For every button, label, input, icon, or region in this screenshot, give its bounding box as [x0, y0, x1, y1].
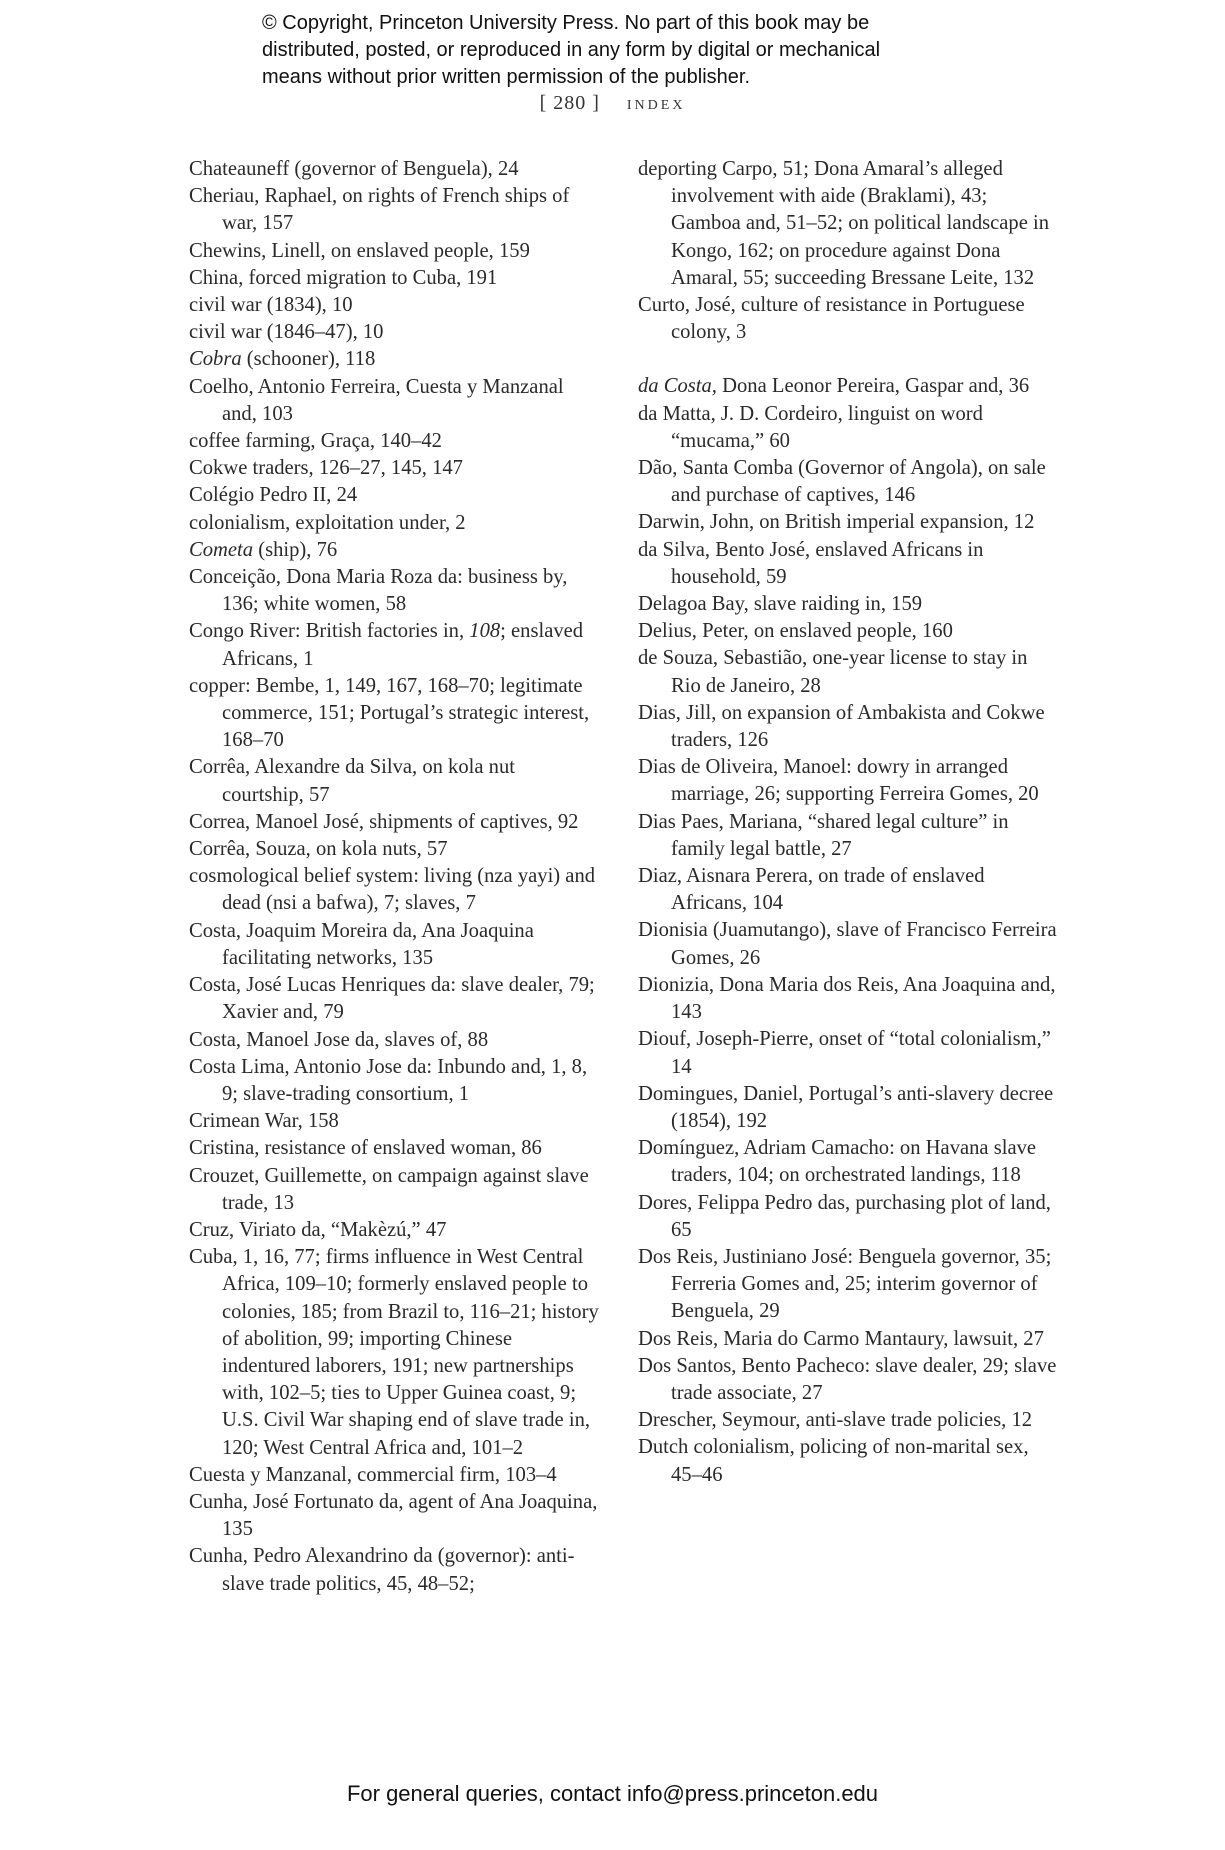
- index-group-d: [638, 373, 1058, 1488]
- index-entry: da Costa, Dona Leonor Pereira, Gaspar and, 36: [638, 375, 1030, 398]
- letter-group-gap: [638, 346, 1058, 373]
- index-entry: de Souza, Sebastião, one-year license to stay in Rio de Janeiro, 28: [638, 647, 1028, 697]
- index-entry: Dias Paes, Mariana, “shared legal culture” in family legal battle, 27: [638, 810, 1009, 860]
- copyright-line-2: distributed, posted, or reproduced in any form by digital or mechanical: [262, 39, 881, 61]
- index-entry: copper: Bembe, 1, 149, 167, 168–70; legitimate commerce, 151; Portugal’s strategic interest, 168–70: [189, 674, 590, 752]
- section-title: index: [626, 92, 686, 114]
- footer-contact: For general queries, contact info@press.princeton.edu: [346, 1781, 879, 1806]
- index-entry: Delagoa Bay, slave raiding in, 159: [638, 593, 923, 616]
- index-entry: Crimean War, 158: [189, 1110, 339, 1133]
- index-column-right: [638, 156, 1058, 1489]
- copyright-line-3: means without prior written permission of the publisher.: [262, 66, 751, 88]
- index-column-left: [189, 156, 599, 1598]
- index-entry: Chateauneff (governor of Benguela), 24: [189, 158, 519, 180]
- index-entry: Dionisia (Juamutango), slave of Francisco Ferreira Gomes, 26: [638, 919, 1057, 969]
- index-entry: deporting Carpo, 51; Dona Amaral’s alleged involvement with aide (Braklami), 43; Gamboa and, 51–52; on political landscape in Kongo, 162; on procedure against Dona Amaral, 55; succeeding Bressane Leite, 132: [638, 158, 1050, 289]
- index-entry: Dos Santos, Bento Pacheco: slave dealer, 29; slave trade associate, 27: [638, 1354, 1057, 1404]
- index-entry: da Matta, J. D. Cordeiro, linguist on word “mucama,” 60: [638, 402, 983, 452]
- index-entry: civil war (1834), 10: [189, 294, 353, 317]
- index-entry: da Silva, Bento José, enslaved Africans in household, 59: [638, 538, 984, 588]
- index-entry: civil war (1846–47), 10: [189, 321, 384, 344]
- index-entry: Congo River: British factories in, 108; enslaved Africans, 1: [189, 620, 584, 670]
- index-entry: Cruz, Viriato da, “Makèzú,” 47: [189, 1218, 447, 1241]
- index-entry: Costa, Joaquim Moreira da, Ana Joaquina facilitating networks, 135: [189, 919, 534, 969]
- index-entry: Diouf, Joseph-Pierre, onset of “total colonialism,” 14: [638, 1028, 1051, 1078]
- index-entry: Cristina, resistance of enslaved woman, 86: [189, 1137, 542, 1160]
- index-entry: Cokwe traders, 126–27, 145, 147: [189, 457, 463, 480]
- index-entry: Dutch colonialism, policing of non-marital sex, 45–46: [638, 1436, 1029, 1486]
- index-entry: Cometa (ship), 76: [189, 538, 338, 561]
- index-entry: Correa, Manoel José, shipments of captives, 92: [189, 810, 579, 833]
- index-entry: Diaz, Aisnara Perera, on trade of enslaved Africans, 104: [638, 865, 985, 915]
- index-entry: China, forced migration to Cuba, 191: [189, 266, 498, 289]
- index-entry: Dos Reis, Justiniano José: Benguela governor, 35; Ferreria Gomes and, 25; interim governor of Benguela, 29: [638, 1245, 1052, 1323]
- index-entry: Cunha, José Fortunato da, agent of Ana Joaquina, 135: [189, 1490, 598, 1541]
- index-entry: Drescher, Seymour, anti-slave trade policies, 12: [638, 1409, 1033, 1432]
- copyright-line-1: © Copyright, Princeton University Press. No part of this book may be: [262, 12, 870, 34]
- index-entry: Costa, José Lucas Henriques da: slave dealer, 79; Xavier and, 79: [189, 974, 595, 1024]
- index-entry: Cuba, 1, 16, 77; firms influence in West Central Africa, 109–10; formerly enslaved people to colonies, 185; from Brazil to, 116–21; history of abolition, 99; importing Chinese indentured laborers, 191; new partnerships with, 102–5; ties to Upper Guinea coast, 9; U.S. Civil War shaping end of slave trade in, 120; West Central Africa and, 101–2: [189, 1246, 599, 1459]
- index-entry: Dos Reis, Maria do Carmo Mantaury, lawsuit, 27: [638, 1327, 1044, 1350]
- index-entry: Dias de Oliveira, Manoel: dowry in arranged marriage, 26; supporting Ferreira Gomes, 20: [638, 756, 1039, 806]
- index-entry: Darwin, John, on British imperial expansion, 12: [638, 511, 1035, 534]
- index-entry: Corrêa, Souza, on kola nuts, 57: [189, 838, 448, 861]
- index-entry: Crouzet, Guillemette, on campaign against slave trade, 13: [189, 1164, 589, 1214]
- index-entry: Cunha, Pedro Alexandrino da (governor): anti-slave trade politics, 45, 48–52;: [189, 1545, 575, 1595]
- index-entry: Curto, José, culture of resistance in Portuguese colony, 3: [638, 294, 1025, 344]
- index-entry: Corrêa, Alexandre da Silva, on kola nut courtship, 57: [189, 756, 515, 806]
- index-entry: Dores, Felippa Pedro das, purchasing plot of land, 65: [638, 1191, 1051, 1241]
- index-entry: Dão, Santa Comba (Governor of Angola), on sale and purchase of captives, 146: [638, 457, 1046, 507]
- index-entry: Dionizia, Dona Maria dos Reis, Ana Joaquina and, 143: [638, 973, 1056, 1024]
- index-entry: Domingues, Daniel, Portugal’s anti-slavery decree (1854), 192: [638, 1082, 1054, 1132]
- index-entry: coffee farming, Graça, 140–42: [189, 430, 442, 453]
- index-entry: Coelho, Antonio Ferreira, Cuesta y Manzanal and, 103: [189, 375, 564, 425]
- index-entry: Chewins, Linell, on enslaved people, 159: [189, 239, 530, 262]
- page-number: [ 280 ]: [539, 92, 600, 114]
- running-head: [0, 92, 1225, 115]
- index-entry: Delius, Peter, on enslaved people, 160: [638, 620, 953, 643]
- index-entry: colonialism, exploitation under, 2: [189, 511, 466, 534]
- index-entry: Cuesta y Manzanal, commercial firm, 103–4: [189, 1463, 557, 1486]
- index-entry: Cheriau, Raphael, on rights of French ships of war, 157: [189, 185, 570, 235]
- index-entry: Conceição, Dona Maria Roza da: business by, 136; white women, 58: [189, 566, 568, 616]
- index-group-continued: [638, 156, 1058, 346]
- index-entry: Dias, Jill, on expansion of Ambakista and Cokwe traders, 126: [638, 701, 1045, 752]
- index-entry: Cobra (schooner), 118: [189, 348, 376, 371]
- index-entry: Domínguez, Adriam Camacho: on Havana slave traders, 104; on orchestrated landings, 118: [638, 1137, 1037, 1187]
- index-entry: Colégio Pedro II, 24: [189, 484, 358, 507]
- index-entry: cosmological belief system: living (nza yayi) and dead (nsi a bafwa), 7; slaves, 7: [189, 865, 596, 915]
- copyright-notice: [262, 10, 982, 91]
- index-entry: Costa, Manoel Jose da, slaves of, 88: [189, 1028, 489, 1051]
- index-entry: Costa Lima, Antonio Jose da: Inbundo and, 1, 8, 9; slave-trading consortium, 1: [189, 1055, 588, 1105]
